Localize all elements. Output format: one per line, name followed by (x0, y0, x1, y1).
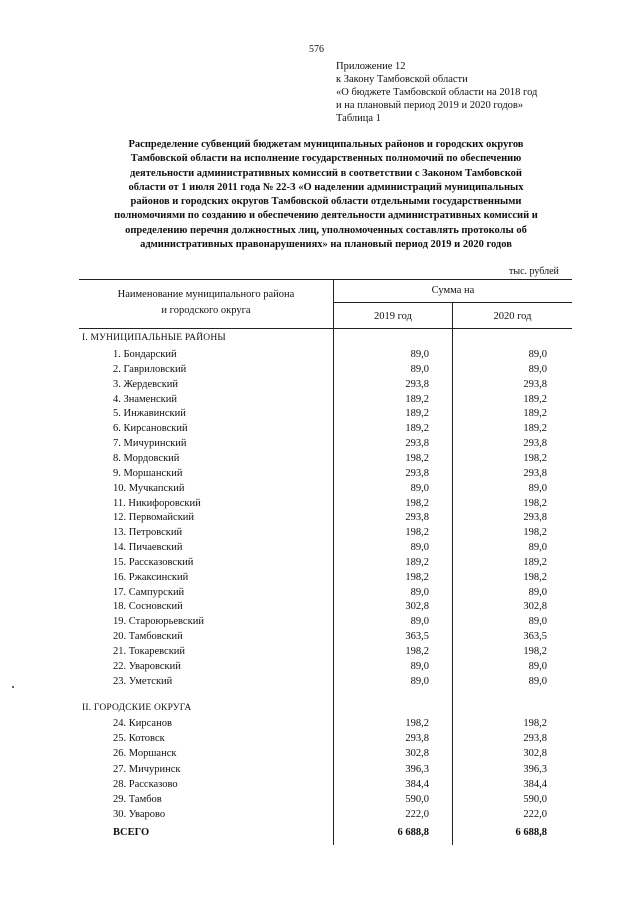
row-name: 16. Ржаксинский (113, 571, 189, 583)
table-top-border (79, 279, 572, 280)
row-name: 7. Мичуринский (113, 438, 187, 450)
row-name: 8. Мордовский (113, 452, 180, 464)
row-value-2019: 189,2 (405, 393, 429, 405)
row-name: 10. Мучкапский (113, 482, 185, 494)
row-value-2019: 293,8 (405, 378, 429, 390)
row-value-2020: 302,8 (523, 748, 547, 760)
table-row (0, 453, 640, 468)
total-row (0, 827, 640, 842)
table-row (0, 676, 640, 691)
table-caption: Таблица 1 (336, 113, 381, 124)
row-name: 27. Мичуринск (113, 763, 181, 775)
row-value-2020: 198,2 (523, 718, 547, 729)
row-value-2020: 89,0 (528, 349, 547, 360)
row-value-2019: 198,2 (405, 527, 429, 539)
table-row (0, 587, 640, 602)
row-value-2020: 89,0 (528, 542, 547, 554)
row-value-2019: 293,8 (405, 733, 429, 745)
row-value-2019: 590,0 (405, 794, 429, 805)
header-bottom-border (79, 328, 572, 329)
total-2019: 6 688,8 (397, 827, 429, 838)
row-value-2019: 293,8 (405, 467, 429, 479)
row-value-2019: 302,8 (405, 748, 429, 760)
row-value-2020: 590,0 (523, 794, 547, 805)
row-value-2019: 198,2 (405, 571, 429, 583)
row-value-2019: 89,0 (410, 616, 429, 628)
row-value-2019: 198,2 (405, 646, 429, 657)
table-row (0, 733, 640, 748)
row-value-2019: 89,0 (410, 482, 429, 494)
table-row (0, 779, 640, 794)
row-name: 15. Рассказовский (113, 556, 194, 568)
row-value-2019: 189,2 (405, 556, 429, 568)
row-value-2020: 293,8 (523, 467, 547, 479)
table-row (0, 483, 640, 498)
appendix-line: к Закону Тамбовской области (336, 74, 468, 85)
table-row (0, 748, 640, 763)
table-row (0, 557, 640, 572)
row-value-2020: 198,2 (523, 527, 547, 539)
row-name: 17. Сампурский (113, 586, 185, 598)
row-value-2020: 198,2 (523, 571, 547, 583)
row-value-2020: 396,3 (523, 763, 547, 775)
row-value-2019: 198,2 (405, 718, 429, 729)
row-name: 3. Жердевский (113, 378, 179, 390)
table-row (0, 468, 640, 483)
row-name: 25. Котовск (113, 733, 165, 745)
row-value-2020: 198,2 (523, 452, 547, 464)
row-name: 24. Кирсанов (113, 718, 172, 729)
row-name: 4. Знаменский (113, 393, 177, 405)
row-value-2019: 89,0 (410, 542, 429, 554)
table-row (0, 438, 640, 453)
row-name: 11. Никифоровский (113, 497, 201, 509)
table-row (0, 542, 640, 557)
appendix-block (336, 60, 537, 125)
row-name: 23. Уметский (113, 675, 173, 687)
row-value-2020: 89,0 (528, 616, 547, 628)
total-label: ВСЕГО (113, 827, 150, 838)
row-name: 22. Уваровский (113, 660, 181, 672)
row-name: 5. Инжавинский (113, 408, 186, 420)
row-value-2020: 293,8 (523, 378, 547, 390)
appendix-line: «О бюджете Тамбовской области на 2018 год (336, 87, 538, 98)
title-line: определению перечня должностных лиц, уполномоченных составлять протоколы об (125, 224, 527, 236)
row-value-2019: 198,2 (405, 497, 429, 509)
title-line: области от 1 июля 2011 года № 22-З «О наделении администраций муниципальных (128, 181, 524, 193)
title-line: деятельности административных комиссий в соответствии с Законом Тамбовской (130, 167, 522, 179)
row-value-2020: 302,8 (523, 601, 547, 613)
row-value-2020: 189,2 (523, 408, 547, 420)
row-name: 28. Рассказово (113, 778, 178, 790)
row-value-2019: 189,2 (405, 408, 429, 420)
row-name: 30. Уварово (113, 809, 166, 821)
row-value-2019: 189,2 (405, 423, 429, 435)
header-2020: 2020 год (493, 311, 532, 322)
row-value-2020: 189,2 (523, 556, 547, 568)
title-line: Тамбовской области на исполнение государственных полномочий по обеспечению (130, 153, 522, 165)
table-row (0, 408, 640, 423)
row-value-2020: 189,2 (523, 423, 547, 435)
table-row (0, 394, 640, 409)
row-value-2019: 384,4 (405, 778, 429, 790)
row-value-2019: 89,0 (410, 349, 429, 360)
row-value-2019: 396,3 (405, 763, 429, 775)
row-value-2019: 222,0 (405, 809, 429, 821)
row-value-2020: 198,2 (523, 646, 547, 657)
row-name: 21. Токаревский (113, 646, 186, 657)
row-value-2019: 89,0 (410, 586, 429, 598)
row-value-2020: 189,2 (523, 393, 547, 405)
appendix-line: Приложение 12 (336, 61, 406, 72)
document-title (80, 138, 572, 252)
table-row (0, 718, 640, 733)
row-value-2020: 293,8 (523, 512, 547, 524)
row-value-2020: 363,5 (523, 631, 547, 643)
row-value-2020: 198,2 (523, 497, 547, 509)
table-row (0, 349, 640, 364)
row-value-2020: 89,0 (528, 660, 547, 672)
row-name: 14. Пичаевский (113, 542, 183, 554)
table-row (0, 364, 640, 379)
table-row (0, 601, 640, 616)
row-name: 2. Гавриловский (113, 363, 187, 375)
row-value-2020: 89,0 (528, 586, 547, 598)
header-name-line1: Наименование муниципального района (117, 289, 295, 300)
scan-speck (12, 686, 14, 688)
row-name: 19. Староюрьевский (113, 616, 204, 628)
table-row (0, 809, 640, 824)
appendix-line: и на плановый период 2019 и 2020 годов» (336, 100, 524, 111)
table-row (0, 498, 640, 513)
title-line: Распределение субвенций бюджетам муниципальных районов и городских округов (128, 139, 524, 150)
row-value-2020: 384,4 (523, 778, 547, 790)
row-value-2019: 89,0 (410, 363, 429, 375)
row-name: 13. Петровский (113, 527, 183, 539)
row-name: 1. Бондарский (113, 349, 177, 360)
table-row (0, 527, 640, 542)
row-value-2019: 293,8 (405, 512, 429, 524)
title-line: полномочиями по созданию и обеспечению деятельности административных комиссий и (114, 210, 538, 222)
table-row (0, 631, 640, 646)
table-row (0, 512, 640, 527)
table-row (0, 764, 640, 779)
header-name-line2: и городского округа (161, 305, 251, 316)
row-value-2020: 89,0 (528, 482, 547, 494)
row-name: 26. Моршанск (113, 748, 177, 760)
title-line: административных правонарушениях» на плановый период 2019 и 2020 годов (140, 239, 512, 251)
row-name: 20. Тамбовский (113, 631, 183, 643)
header-sum: Сумма на (431, 285, 475, 296)
row-value-2019: 89,0 (410, 675, 429, 687)
table-row (0, 423, 640, 438)
row-value-2019: 198,2 (405, 452, 429, 464)
row-name: 29. Тамбов (113, 794, 162, 805)
row-value-2020: 222,0 (523, 809, 547, 821)
table-row (0, 379, 640, 394)
total-2020: 6 688,8 (515, 827, 547, 838)
table-row (0, 572, 640, 587)
section-title-districts: I. МУНИЦИПАЛЬНЫЕ РАЙОНЫ (82, 333, 226, 343)
units-label: тыс. рублей (509, 266, 559, 277)
table-row (0, 661, 640, 676)
row-value-2019: 89,0 (410, 660, 429, 672)
section-title-city-districts: II. ГОРОДСКИЕ ОКРУГА (82, 703, 192, 713)
row-value-2019: 363,5 (405, 631, 429, 643)
row-name: 9. Моршанский (113, 467, 183, 479)
table-row (0, 646, 640, 661)
header-2019: 2019 год (374, 311, 412, 322)
row-name: 18. Сосновский (113, 601, 183, 613)
row-name: 12. Первомайский (113, 512, 195, 524)
page-number: 576 (309, 44, 324, 55)
row-value-2019: 293,8 (405, 438, 429, 450)
row-value-2019: 302,8 (405, 601, 429, 613)
table-row (0, 616, 640, 631)
table-row (0, 794, 640, 809)
row-value-2020: 293,8 (523, 438, 547, 450)
row-value-2020: 89,0 (528, 363, 547, 375)
title-line: районов и городских округов Тамбовской области отдельными государственными (130, 196, 522, 208)
row-name: 6. Кирсановский (113, 423, 188, 435)
row-value-2020: 89,0 (528, 675, 547, 687)
row-value-2020: 293,8 (523, 733, 547, 745)
